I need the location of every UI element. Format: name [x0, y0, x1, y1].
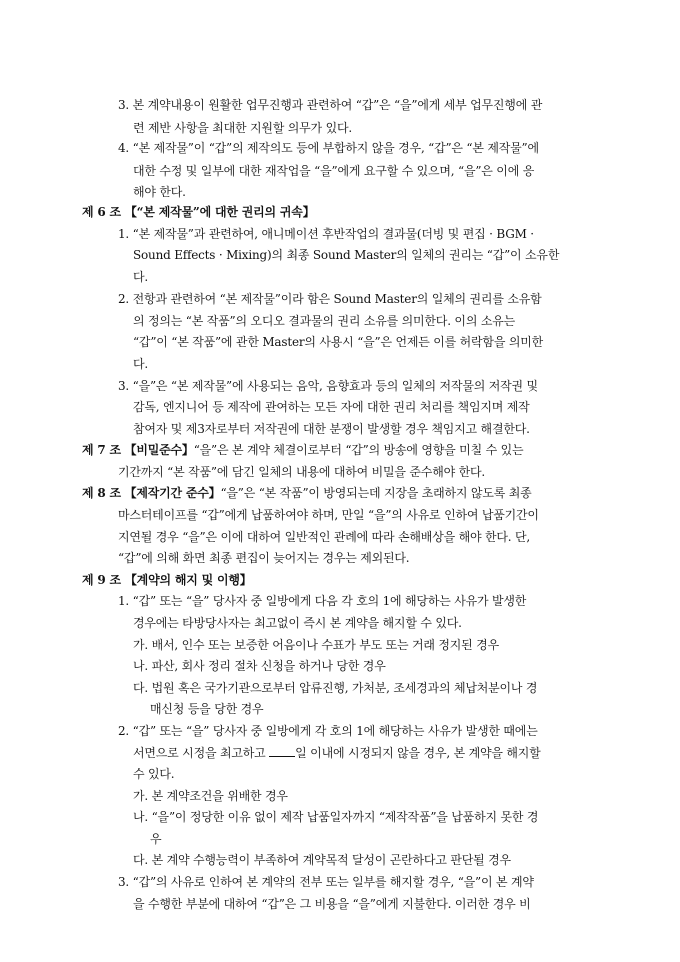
- text-line: 3. “갑”의 사유로 인하여 본 계약의 전부 또는 일부를 해지할 경우, “을”이 본 계약: [118, 875, 534, 889]
- article-9-heading: [82, 571, 252, 589]
- text-line: 나. “을”이 정당한 이유 없이 제작 납품일자까지 “제작작품”을 납품하지 못한 경: [133, 810, 539, 824]
- text-line: 가. 본 계약조건을 위배한 경우: [133, 789, 288, 803]
- text-line: 을 수행한 부분에 대하여 “갑”은 그 비용을 “을”에게 지불한다. 이러한 경우 비: [133, 897, 531, 911]
- text-line: 참여자 및 제3자로부터 저작권에 대한 분쟁이 발생할 경우 책임지고 해결한다.: [133, 422, 530, 436]
- text-line: 다. 법원 혹은 국가기관으로부터 압류진행, 가처분, 조세경과의 체납처분이나 경: [133, 681, 538, 695]
- text-line: 우: [150, 832, 162, 846]
- text-line: “갑”이 “본 작품”에 관한 Master의 사용시 “을”은 언제든 이를 허락함을 의미한: [133, 335, 544, 349]
- text-line: 련 제반 사항을 최대한 지원할 의무가 있다.: [133, 121, 352, 135]
- text-line: 지연될 경우 “을”은 이에 대하여 일반적인 관례에 따라 손해배상을 해야 한다. 단,: [118, 530, 531, 544]
- text-line: 경우에는 타방당사자는 최고없이 즉시 본 계약을 해지할 수 있다.: [133, 616, 462, 630]
- text-line: 2. “갑” 또는 “을” 당사자 중 일방에게 각 호의 1에 해당하는 사유가 발생한 때에는: [118, 724, 538, 738]
- text-line: 대한 수정 및 일부에 대한 재작업을 “을”에게 요구할 수 있으며, “을”은 이에 응: [133, 164, 535, 178]
- text-line: 해야 한다.: [133, 185, 186, 199]
- text-line: 마스터테이프를 “갑”에게 납품하여야 하며, 만일 “을”의 사유로 인하여 납품기간이: [118, 508, 539, 522]
- article-label: 제 9 조: [82, 573, 121, 587]
- text-line: 가. 배서, 인수 또는 보증한 어음이나 수표가 부도 또는 거래 정지된 경우: [133, 638, 499, 652]
- text-line: 수 있다.: [133, 767, 175, 781]
- text-line: 3. “을”은 “본 제작물”에 사용되는 음악, 음향효과 등의 일체의 저작물의 저작권 및: [118, 379, 538, 393]
- text-line: 다.: [133, 357, 149, 371]
- text-line: 매신청 등을 당한 경우: [150, 702, 264, 716]
- text-line: 1. “갑” 또는 “을” 당사자 중 일방에게 다음 각 호의 1에 해당하는 사유가 발생한: [118, 594, 527, 608]
- article-body: “을”은 본 계약 체결이로부터 “갑”의 방송에 영향을 미칠 수 있는: [193, 443, 524, 457]
- text-line: Sound Effects · Mixing)의 최종 Sound Master의 일체의 권리는 “갑”이 소유한: [133, 248, 560, 262]
- text-line: 다. 본 계약 수행능력이 부족하여 계약목적 달성이 곤란하다고 판단될 경우: [133, 853, 511, 867]
- article-8-heading: [82, 484, 532, 502]
- article-label: 제 7 조: [82, 443, 121, 457]
- text-fragment: 일 이내에 시정되지 않을 경우, 본 계약을 해지할: [295, 746, 541, 760]
- article-7-heading: [82, 441, 523, 459]
- text-line: 다.: [133, 270, 149, 284]
- article-title: 【계약의 해지 및 이행】: [124, 573, 252, 587]
- text-line: 감독, 엔지니어 등 제작에 관여하는 모든 자에 대한 권리 처리를 책임지며 제작: [133, 400, 530, 414]
- article-title: 【비밀준수】: [124, 443, 194, 457]
- article-label: 제 8 조: [82, 486, 121, 500]
- text-line: 나. 파산, 회사 정리 절차 신청을 하거나 당한 경우: [133, 659, 386, 673]
- article-title: 【“본 제작물”에 대한 권리의 귀속】: [124, 205, 315, 219]
- text-line: 의 정의는 “본 작품”의 오디오 결과물의 권리 소유를 의미한다. 이의 소유는: [133, 314, 515, 328]
- text-line-with-blank: [133, 744, 541, 762]
- text-line: 기간까지 “본 작품”에 담긴 일체의 내용에 대하여 비밀을 준수해야 한다.: [118, 465, 485, 479]
- text-line: “갑”에 의해 화면 최종 편집이 늦어지는 경우는 제외된다.: [118, 551, 410, 565]
- article-6-heading: [82, 203, 315, 221]
- text-line: 4. “본 제작물”이 “갑”의 제작의도 등에 부합하지 않을 경우, “갑”은 “본 제작물”에: [118, 141, 539, 155]
- article-title: 【제작기간 준수】: [124, 486, 221, 500]
- text-line: 2. 전항과 관련하여 “본 제작물”이라 함은 Sound Master의 일체의 권리를 소유함: [118, 292, 542, 306]
- article-label: 제 6 조: [82, 205, 121, 219]
- fill-in-blank: [269, 745, 295, 757]
- text-fragment: 서면으로 시정을 최고하고: [133, 746, 266, 760]
- text-line: 1. “본 제작물”과 관련하여, 애니메이션 후반작업의 결과물(더빙 및 편집 · BGM ·: [118, 227, 534, 241]
- text-line: 3. 본 계약내용이 원활한 업무진행과 관련하여 “갑”은 “을”에게 세부 업무진행에 관: [118, 98, 543, 112]
- article-body: “을”은 “본 작품”이 방영되는데 지장을 초래하지 않도록 최종: [220, 486, 532, 500]
